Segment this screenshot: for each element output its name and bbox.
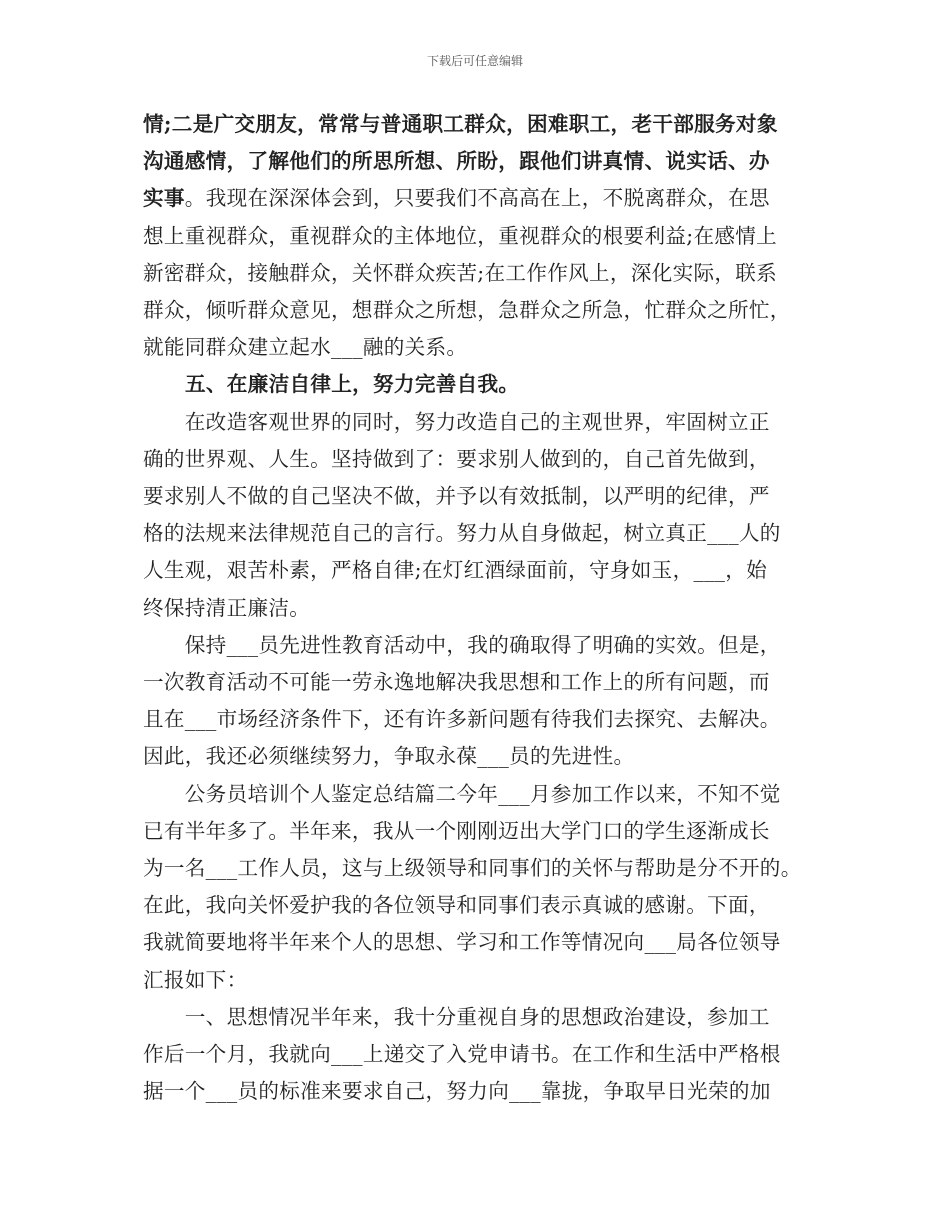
document-body bbox=[143, 106, 823, 1110]
paragraph-line: 一次教育活动不可能一劳永逸地解决我思想和工作上的所有问题，而 bbox=[143, 670, 770, 695]
page-header: 下载后可任意编辑 bbox=[426, 54, 523, 68]
paragraph-line: 沟通感情，了解他们的所思所想、所盼，跟他们讲真情、说实话、办 bbox=[143, 149, 770, 174]
paragraph-line: 为一名___工作人员，这与上级领导和同事们的关怀与帮助是分不开的。 bbox=[143, 856, 802, 881]
paragraph-line: 终保持清正廉洁。 bbox=[143, 595, 311, 620]
paragraph-line: 我就简要地将半年来个人的思想、学习和工作等情况向___局各位领导 bbox=[143, 930, 781, 955]
paragraph-line: 因此，我还必须继续努力，争取永葆___员的先进性。 bbox=[143, 744, 635, 769]
paragraph-line: 在此，我向关怀爱护我的各位领导和同事们表示真诚的感谢。下面， bbox=[143, 893, 770, 918]
paragraph-line: 群众，倾听群众意见，想群众之所想，急群众之所急，忙群众之所忙， bbox=[143, 298, 791, 323]
paragraph-line: 已有半年多了。半年来，我从一个刚刚迈出大学门口的学生逐渐成长 bbox=[143, 818, 770, 843]
paragraph-line: 确的世界观、人生。坚持做到了：要求别人做到的，自己首先做到， bbox=[143, 446, 770, 471]
paragraph-line: 公务员培训个人鉴定总结篇二今年___月参加工作以来，不知不觉 bbox=[143, 781, 781, 806]
paragraph bbox=[143, 106, 823, 366]
paragraph-line: 且在___市场经济条件下，还有许多新问题有待我们去探究、去解决。 bbox=[143, 707, 781, 732]
paragraph-line: 想上重视群众，重视群众的主体地位，重视群众的根要利益;在感情上 bbox=[143, 223, 778, 248]
paragraph-line: 格的法规来法律规范自己的言行。努力从自身做起，树立真正___人的 bbox=[143, 521, 781, 546]
paragraph bbox=[143, 627, 823, 776]
paragraph-line: 汇报如下： bbox=[143, 967, 248, 992]
paragraph-line: 人生观，艰苦朴素，严格自律;在灯红酒绿面前，守身如玉，___，始 bbox=[143, 558, 768, 583]
paragraph bbox=[143, 999, 823, 1111]
section-heading: 五、在廉洁自律上，努力完善自我。 bbox=[185, 372, 520, 397]
paragraph-line: 要求别人不做的自己坚决不做，并予以有效抵制，以严明的纪律，严 bbox=[143, 484, 770, 509]
paragraph-line: 一、思想情况半年来，我十分重视自身的思想政治建设，参加工 bbox=[143, 1004, 770, 1029]
paragraph-line: 作后一个月，我就向___上递交了入党申请书。在工作和生活中严格根 bbox=[143, 1042, 781, 1067]
paragraph-line: 实事。我现在深深体会到，只要我们不高高在上，不脱离群众，在思 bbox=[143, 186, 770, 211]
paragraph-line: 新密群众，接触群众，关怀群众疾苦;在工作作风上，深化实际，联系 bbox=[143, 260, 778, 285]
paragraph bbox=[143, 776, 823, 999]
paragraph-line: 情;二是广交朋友，常常与普通职工群众，困难职工，老干部服务对象 bbox=[143, 112, 778, 136]
paragraph bbox=[143, 404, 823, 627]
paragraph-line: 据一个___员的标准来要求自己，努力向___靠拢，争取早日光荣的加 bbox=[143, 1079, 771, 1104]
paragraph-line: 在改造客观世界的同时，努力改造自己的主观世界，牢固树立正 bbox=[143, 409, 770, 434]
paragraph-line: 就能同群众建立起水___融的关系。 bbox=[143, 335, 468, 360]
paragraph-line: 保持___员先进性教育活动中，我的确取得了明确的实效。但是， bbox=[143, 632, 781, 657]
